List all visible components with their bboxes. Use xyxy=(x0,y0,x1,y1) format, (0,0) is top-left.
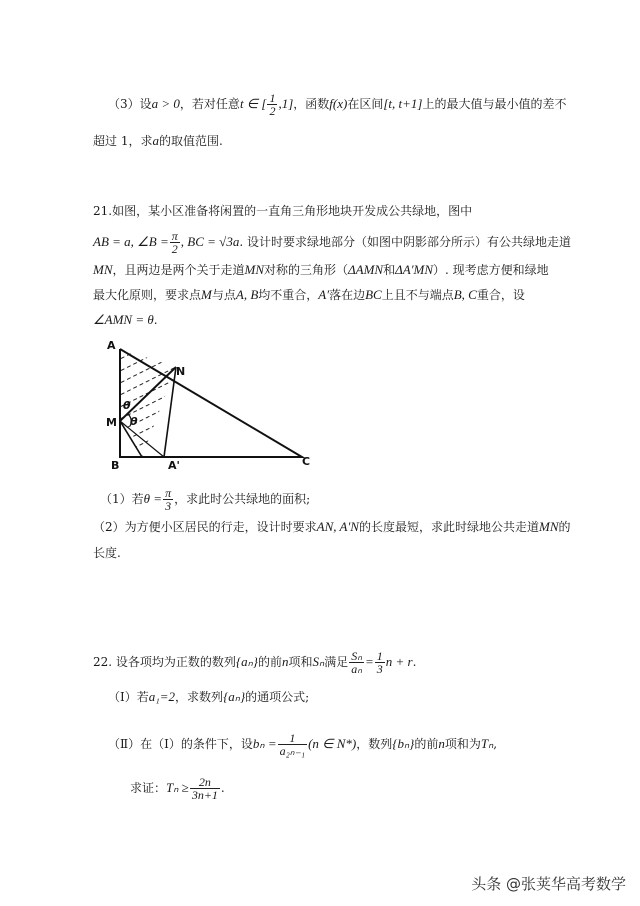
denominator: 3 xyxy=(165,499,172,513)
text: 在区间 xyxy=(347,97,384,111)
math: Tₙ ≥ xyxy=(166,780,189,795)
math: {bₙ} xyxy=(392,736,415,751)
text: 的前 xyxy=(414,737,439,751)
math: (n ∈ N*) xyxy=(308,736,357,751)
math: BC xyxy=(365,287,382,302)
triangle-figure xyxy=(102,336,316,476)
text: 上的最大值与最小值的差不 xyxy=(422,97,567,111)
text: ）. 现考虑方便和绿地 xyxy=(433,263,549,277)
q21-line5 xyxy=(93,312,158,328)
math: bₙ = xyxy=(252,736,277,751)
label-a-prime: A' xyxy=(168,459,180,472)
denominator: 3 xyxy=(376,662,383,676)
text: 项和 xyxy=(288,655,313,669)
label-theta-2: θ xyxy=(130,415,138,428)
text: ，求数列 xyxy=(175,690,224,704)
math: n xyxy=(282,654,289,669)
text: 落在边 xyxy=(329,288,366,302)
text: 重合，设 xyxy=(476,288,525,302)
text: , xyxy=(493,737,498,751)
text: （2）为方便小区居民的行走，设计时要求 xyxy=(93,520,317,534)
segment-m-a1 xyxy=(120,421,164,457)
math: Tₙ xyxy=(480,736,494,751)
text: 的 xyxy=(558,520,571,534)
math: t ∈ [ xyxy=(239,96,267,111)
text: （Ⅰ）若 xyxy=(108,690,149,704)
fraction xyxy=(267,92,277,117)
fraction xyxy=(375,650,385,675)
text: ，且两边是两个关于走道 xyxy=(112,263,245,277)
text: （Ⅱ）在（Ⅰ）的条件下，设 xyxy=(108,737,253,751)
text: ，数列 xyxy=(356,737,393,751)
math: B, C xyxy=(453,287,477,302)
geometry-diagram xyxy=(102,336,316,476)
math: {aₙ} xyxy=(235,654,258,669)
q21-line2 xyxy=(93,230,571,255)
text: 21.如图，某小区准备将闲置的一直角三角形地块开发成公共绿地，图中 xyxy=(93,204,473,218)
numerator: 1 xyxy=(376,649,383,663)
math: a xyxy=(152,133,159,148)
text: . xyxy=(412,655,417,669)
text: . 设计时要求绿地部分（如图中阴影部分所示）有公共绿地走道 xyxy=(239,235,571,249)
text: 满足 xyxy=(324,655,349,669)
math: AB = a, ∠B = xyxy=(93,234,169,249)
text: 均不重合， xyxy=(258,288,319,302)
math: ∠AMN = θ xyxy=(93,312,154,327)
math: n xyxy=(438,736,445,751)
text: 长度. xyxy=(93,546,121,560)
text: （1）若 xyxy=(100,492,144,506)
math: AN, A′N xyxy=(316,519,359,534)
q21-line4 xyxy=(93,287,525,303)
numerator: Sₙ xyxy=(351,649,362,663)
q21-sub2 xyxy=(93,519,571,535)
math: θ = xyxy=(143,491,163,506)
q22-line1 xyxy=(93,650,416,675)
q22-proof xyxy=(130,776,225,801)
text: 上且不与端点 xyxy=(381,288,454,302)
q22-part1 xyxy=(108,689,309,705)
fraction xyxy=(190,776,220,801)
math: = xyxy=(365,654,374,669)
math: n + r xyxy=(385,654,413,669)
text: 的取值范围. xyxy=(158,134,223,148)
numerator: 1 xyxy=(278,732,307,745)
watermark-text: 头条 @张荚华高考数学 xyxy=(471,875,626,893)
fraction xyxy=(170,230,180,255)
fraction xyxy=(278,732,307,757)
q21-line1 xyxy=(93,203,472,219)
text: 项和为 xyxy=(444,737,481,751)
text: 对称的三角形（ xyxy=(264,263,349,277)
q20-part3-line2 xyxy=(93,133,223,149)
math: , BC = √3a xyxy=(180,234,240,249)
segment-na1 xyxy=(164,367,176,457)
text: 的长度最短，求此时绿地公共走道 xyxy=(358,520,539,534)
denominator: aₙ xyxy=(351,662,362,676)
fraction xyxy=(349,650,364,675)
math: [t, t+1] xyxy=(383,96,423,111)
text: ，函数 xyxy=(293,97,330,111)
label-m: M xyxy=(106,416,117,429)
math: MN xyxy=(539,519,559,534)
fraction xyxy=(163,487,173,512)
label-theta-1: θ xyxy=(123,399,131,412)
text: 22. 设各项均为正数的数列 xyxy=(93,655,236,669)
math: M xyxy=(201,287,212,302)
math: a > 0 xyxy=(151,96,180,111)
math: A, B xyxy=(235,287,259,302)
text: 求证： xyxy=(130,781,167,795)
math: ΔA′MN xyxy=(395,262,434,277)
text: 超过 1，求 xyxy=(93,134,153,148)
math: Sₙ xyxy=(312,654,325,669)
q21-line3 xyxy=(93,262,549,278)
label-c: C xyxy=(302,455,311,468)
numerator: π xyxy=(171,229,178,243)
math: ΔAMN xyxy=(348,262,384,277)
text: 和 xyxy=(383,263,396,277)
numerator: π xyxy=(165,486,172,500)
math: f(x) xyxy=(329,96,348,111)
math: ,1] xyxy=(278,96,294,111)
label-n: N xyxy=(176,365,186,378)
label-b: B xyxy=(111,459,120,472)
math: A′ xyxy=(318,287,330,302)
numerator: 2n xyxy=(190,776,220,789)
denominator: 2 xyxy=(269,104,276,118)
label-a: A xyxy=(107,339,116,352)
text: 与点 xyxy=(211,288,236,302)
q22-part2 xyxy=(108,732,497,757)
segment-mn xyxy=(120,367,176,421)
text: （3）设 xyxy=(108,97,152,111)
q21-sub2-line2 xyxy=(93,545,121,561)
math: MN xyxy=(244,262,265,277)
math: a₁=2 xyxy=(148,689,176,704)
text: . xyxy=(153,313,158,327)
q20-part3-line1 xyxy=(108,92,566,117)
text: ，若对任意 xyxy=(179,97,240,111)
text: 最大化原则，要求点 xyxy=(93,288,202,302)
math: MN xyxy=(93,262,113,277)
denominator: 3n+1 xyxy=(191,788,218,802)
q21-sub1 xyxy=(100,487,310,512)
text: 的前 xyxy=(257,655,282,669)
denominator: 2 xyxy=(171,242,178,256)
numerator: 1 xyxy=(269,91,276,105)
text: 的通项公式; xyxy=(245,690,310,704)
text: . xyxy=(220,781,225,795)
denominator: a₂ₙ₋₁ xyxy=(279,744,306,758)
text: ，求此时公共绿地的面积; xyxy=(174,492,311,506)
math: {aₙ} xyxy=(223,689,246,704)
